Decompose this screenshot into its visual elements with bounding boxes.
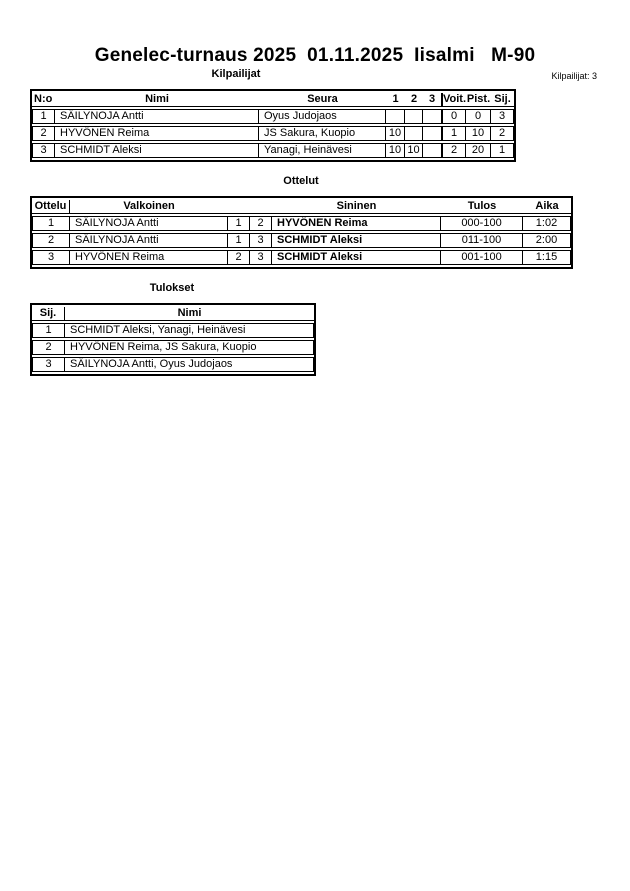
cell-match-number: 2	[32, 233, 70, 248]
cell-round-1: 10	[386, 126, 405, 141]
cell-sininen-name: HYVÖNEN Reima	[272, 216, 441, 231]
header-sij: Sij.	[491, 93, 514, 107]
cell-valkoinen-no: 1	[228, 216, 250, 231]
header-valkoinen-no	[228, 200, 250, 214]
cell-tulos: 001-100	[441, 250, 523, 265]
header-round-1: 1	[386, 93, 405, 107]
cell-round-1	[386, 109, 405, 124]
header-round-3: 3	[423, 93, 441, 107]
cell-tulos: 000-100	[441, 216, 523, 231]
cell-sininen-name: SCHMIDT Aleksi	[272, 250, 441, 265]
result-row	[32, 357, 314, 372]
cell-sij: 2	[491, 126, 514, 141]
cell-match-number: 1	[32, 216, 70, 231]
competitor-row	[32, 109, 514, 124]
header-pist: Pist.	[466, 93, 491, 105]
cell-no: 1	[32, 109, 55, 124]
header-sininen: Sininen	[272, 200, 441, 214]
cell-aika: 1:15	[523, 250, 571, 265]
cell-sij: 3	[491, 109, 514, 124]
cell-round-2: 10	[405, 143, 423, 158]
cell-sininen-no: 3	[250, 250, 272, 265]
ottelut-heading: Ottelut	[283, 175, 319, 187]
cell-sij: 2	[32, 340, 65, 355]
tulokset-header-row	[32, 307, 314, 321]
cell-nimi: HYVÖNEN Reima	[55, 126, 259, 141]
cell-valkoinen-name: HYVÖNEN Reima	[70, 250, 228, 265]
cell-round-2	[405, 109, 423, 124]
cell-tulos: 011-100	[441, 233, 523, 248]
result-row	[32, 340, 314, 355]
competitor-row	[32, 143, 514, 158]
cell-no: 2	[32, 126, 55, 141]
cell-nimi: HYVÖNEN Reima, JS Sakura, Kuopio	[65, 340, 314, 355]
header-ottelu: Ottelu	[32, 200, 70, 214]
cell-sij: 1	[491, 143, 514, 158]
competitor-count-label: Kilpailijat: 3	[551, 71, 597, 81]
cell-sij: 1	[32, 323, 65, 338]
header-round-2: 2	[405, 93, 423, 107]
header-sij: Sij.	[32, 307, 65, 321]
cell-round-2	[405, 126, 423, 141]
cell-voit: 2	[441, 143, 466, 158]
cell-seura: JS Sakura, Kuopio	[259, 126, 386, 141]
cell-pist: 0	[466, 109, 491, 124]
header-seura: Seura	[259, 93, 386, 107]
cell-aika: 1:02	[523, 216, 571, 231]
cell-round-3	[423, 126, 441, 141]
kilpailijat-table	[30, 89, 516, 162]
cell-voit: 1	[441, 126, 466, 141]
header-valkoinen: Valkoinen	[70, 200, 228, 214]
header-nimi: Nimi	[55, 93, 259, 107]
ottelut-header-row	[32, 200, 571, 214]
cell-sij: 3	[32, 357, 65, 372]
cell-seura: Oyus Judojaos	[259, 109, 386, 124]
page-title: Genelec-turnaus 2025 01.11.2025 Iisalmi M-90	[94, 45, 536, 66]
header-aika: Aika	[523, 200, 571, 214]
match-row	[32, 216, 571, 231]
cell-round-3	[423, 109, 441, 124]
cell-no: 3	[32, 143, 55, 158]
cell-round-3	[423, 143, 441, 158]
cell-nimi: SCHMIDT Aleksi, Yanagi, Heinävesi	[65, 323, 314, 338]
cell-valkoinen-name: SÄILYNOJA Antti	[70, 233, 228, 248]
competitor-row	[32, 126, 514, 141]
header-nimi: Nimi	[65, 307, 314, 321]
cell-valkoinen-no: 1	[228, 233, 250, 248]
cell-nimi: SCHMIDT Aleksi	[55, 143, 259, 158]
cell-valkoinen-name: SÄILYNOJA Antti	[70, 216, 228, 231]
cell-sininen-no: 2	[250, 216, 272, 231]
cell-match-number: 3	[32, 250, 70, 265]
cell-nimi: SÄILYNOJA Antti, Oyus Judojaos	[65, 357, 314, 372]
cell-voit: 0	[441, 109, 466, 124]
match-row	[32, 233, 571, 248]
cell-nimi: SÄILYNOJA Antti	[55, 109, 259, 124]
kilpailijat-heading: Kilpailijat	[211, 68, 261, 80]
header-sininen-no	[250, 200, 272, 214]
kilpailijat-header-row	[32, 93, 514, 107]
cell-sininen-name: SCHMIDT Aleksi	[272, 233, 441, 248]
cell-valkoinen-no: 2	[228, 250, 250, 265]
tulokset-heading: Tulokset	[149, 282, 195, 294]
cell-pist: 20	[466, 143, 491, 158]
cell-round-1: 10	[386, 143, 405, 158]
match-row	[32, 250, 571, 265]
cell-pist: 10	[466, 126, 491, 141]
header-no: N:o	[32, 93, 55, 107]
ottelut-table	[30, 196, 573, 269]
header-tulos: Tulos	[441, 200, 523, 214]
tulokset-table	[30, 303, 316, 376]
result-row	[32, 323, 314, 338]
cell-seura: Yanagi, Heinävesi	[259, 143, 386, 158]
cell-aika: 2:00	[523, 233, 571, 248]
cell-sininen-no: 3	[250, 233, 272, 248]
header-voit: Voit.	[443, 93, 467, 105]
